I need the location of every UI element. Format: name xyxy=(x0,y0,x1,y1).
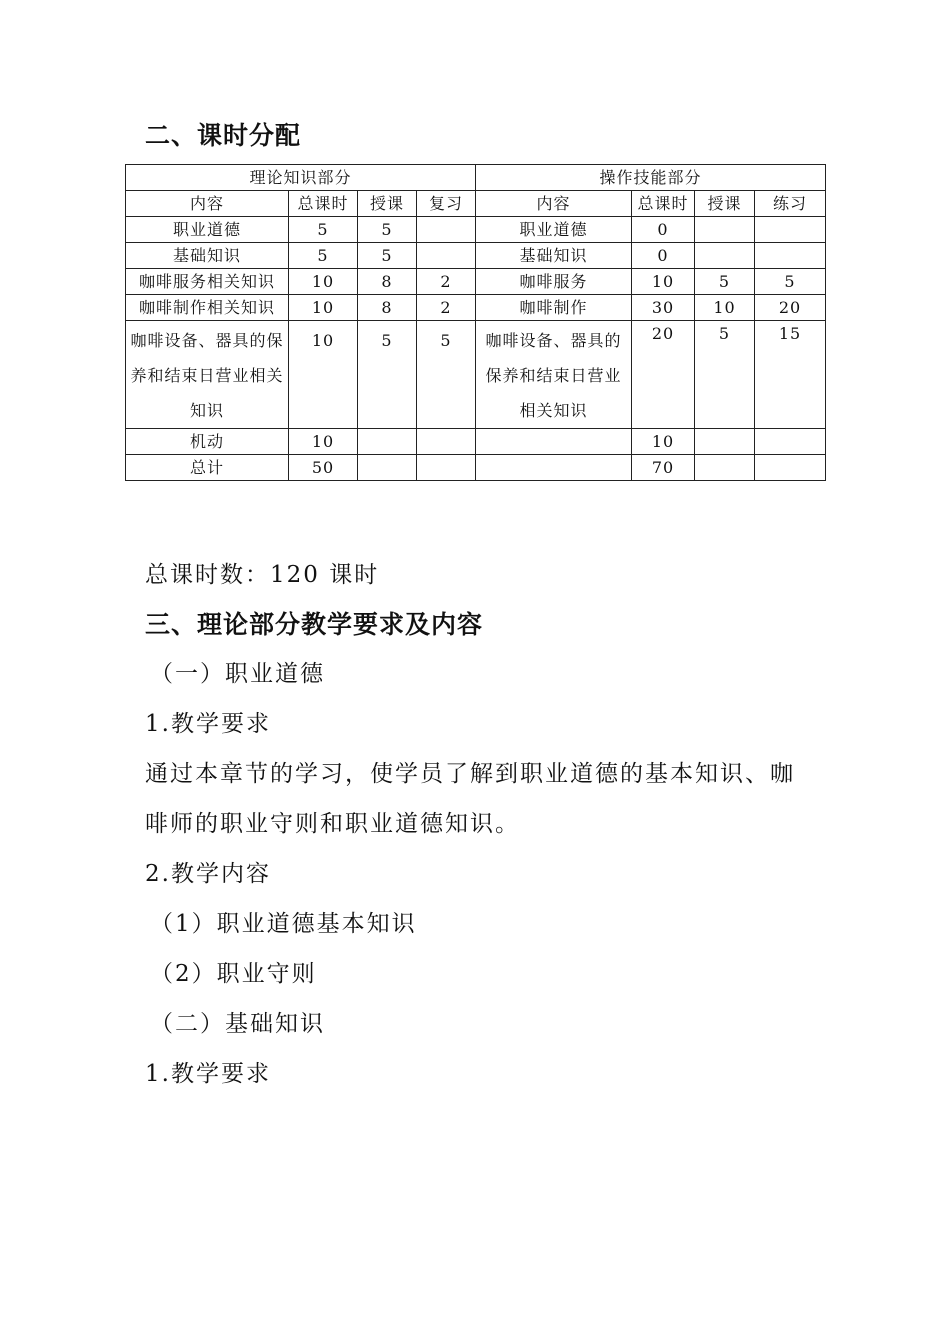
practice-lecture-cell xyxy=(695,429,755,455)
theory-total-cell: 10 xyxy=(289,429,358,455)
practice-lecture-cell: 5 xyxy=(695,321,755,429)
theory-lecture-cell: 5 xyxy=(358,321,417,429)
subsection-2-heading: （二）基础知识 xyxy=(150,1011,325,1037)
practice-exercise-cell: 15 xyxy=(755,321,826,429)
theory-review-cell xyxy=(417,217,476,243)
theory-content-cell: 总计 xyxy=(126,455,289,481)
practice-total-cell: 30 xyxy=(632,295,695,321)
practice-exercise-cell xyxy=(755,217,826,243)
table-row xyxy=(126,429,826,455)
practice-exercise-cell xyxy=(755,243,826,269)
theory-review-cell xyxy=(417,429,476,455)
practice-content-cell xyxy=(476,429,632,455)
theory-review-cell xyxy=(417,455,476,481)
practice-total-cell: 20 xyxy=(632,321,695,429)
theory-content-cell: 基础知识 xyxy=(126,243,289,269)
practice-total-cell: 10 xyxy=(632,429,695,455)
theory-content-cell: 咖啡设备、器具的保养和结束日营业相关知识 xyxy=(126,321,289,429)
practice-total-cell: 10 xyxy=(632,269,695,295)
content-item-2: （2）职业守则 xyxy=(150,961,317,987)
practice-lecture-cell xyxy=(695,217,755,243)
theory-total-cell: 10 xyxy=(289,295,358,321)
theory-lecture-cell xyxy=(358,455,417,481)
practice-content-cell: 基础知识 xyxy=(476,243,632,269)
column-header: 总课时 xyxy=(289,191,358,217)
theory-content-cell: 咖啡制作相关知识 xyxy=(126,295,289,321)
section-3-heading: 三、理论部分教学要求及内容 xyxy=(145,610,484,639)
theory-review-cell: 2 xyxy=(417,269,476,295)
theory-group-header: 理论知识部分 xyxy=(126,165,476,191)
theory-review-cell xyxy=(417,243,476,269)
column-header: 练习 xyxy=(755,191,826,217)
table-column-header-row xyxy=(126,191,826,217)
content-heading: 2.教学内容 xyxy=(145,861,271,887)
practice-content-cell: 咖啡制作 xyxy=(476,295,632,321)
table-row xyxy=(126,243,826,269)
requirement-heading-2: 1.教学要求 xyxy=(145,1061,271,1087)
column-header: 内容 xyxy=(476,191,632,217)
content-item-1: （1）职业道德基本知识 xyxy=(150,911,417,937)
requirement-heading: 1.教学要求 xyxy=(145,711,271,737)
theory-lecture-cell: 8 xyxy=(358,295,417,321)
practice-exercise-cell: 20 xyxy=(755,295,826,321)
theory-total-cell: 10 xyxy=(289,321,358,429)
theory-total-cell: 5 xyxy=(289,217,358,243)
practice-content-cell xyxy=(476,455,632,481)
requirement-text-line-1: 通过本章节的学习，使学员了解到职业道德的基本知识、咖 xyxy=(145,761,795,787)
practice-content-cell: 咖啡设备、器具的保养和结束日营业相关知识 xyxy=(476,321,632,429)
table-row xyxy=(126,295,826,321)
practice-lecture-cell: 5 xyxy=(695,269,755,295)
theory-review-cell: 5 xyxy=(417,321,476,429)
subsection-1-heading: （一）职业道德 xyxy=(150,661,325,687)
practice-lecture-cell: 10 xyxy=(695,295,755,321)
practice-total-cell: 0 xyxy=(632,243,695,269)
theory-content-cell: 职业道德 xyxy=(126,217,289,243)
theory-lecture-cell: 5 xyxy=(358,217,417,243)
table-row xyxy=(126,455,826,481)
requirement-text-line-2: 啡师的职业守则和职业道德知识。 xyxy=(145,811,520,837)
table-row xyxy=(126,321,826,429)
theory-lecture-cell: 8 xyxy=(358,269,417,295)
practice-content-cell: 职业道德 xyxy=(476,217,632,243)
practice-total-cell: 0 xyxy=(632,217,695,243)
theory-total-cell: 10 xyxy=(289,269,358,295)
theory-total-cell: 5 xyxy=(289,243,358,269)
practice-total-cell: 70 xyxy=(632,455,695,481)
table-row xyxy=(126,217,826,243)
table-row xyxy=(126,269,826,295)
theory-content-cell: 机动 xyxy=(126,429,289,455)
practice-exercise-cell xyxy=(755,455,826,481)
practice-group-header: 操作技能部分 xyxy=(476,165,826,191)
theory-lecture-cell xyxy=(358,429,417,455)
column-header: 总课时 xyxy=(632,191,695,217)
column-header: 授课 xyxy=(695,191,755,217)
column-header: 授课 xyxy=(358,191,417,217)
theory-content-cell: 咖啡服务相关知识 xyxy=(126,269,289,295)
practice-lecture-cell xyxy=(695,243,755,269)
column-header: 内容 xyxy=(126,191,289,217)
table-group-header-row xyxy=(126,165,826,191)
total-hours-text: 总课时数：120 课时 xyxy=(145,562,380,588)
section-2-heading: 二、课时分配 xyxy=(145,121,302,150)
practice-exercise-cell: 5 xyxy=(755,269,826,295)
theory-total-cell: 50 xyxy=(289,455,358,481)
practice-content-cell: 咖啡服务 xyxy=(476,269,632,295)
practice-exercise-cell xyxy=(755,429,826,455)
hours-allocation-table xyxy=(125,164,826,481)
theory-lecture-cell: 5 xyxy=(358,243,417,269)
practice-lecture-cell xyxy=(695,455,755,481)
theory-review-cell: 2 xyxy=(417,295,476,321)
column-header: 复习 xyxy=(417,191,476,217)
